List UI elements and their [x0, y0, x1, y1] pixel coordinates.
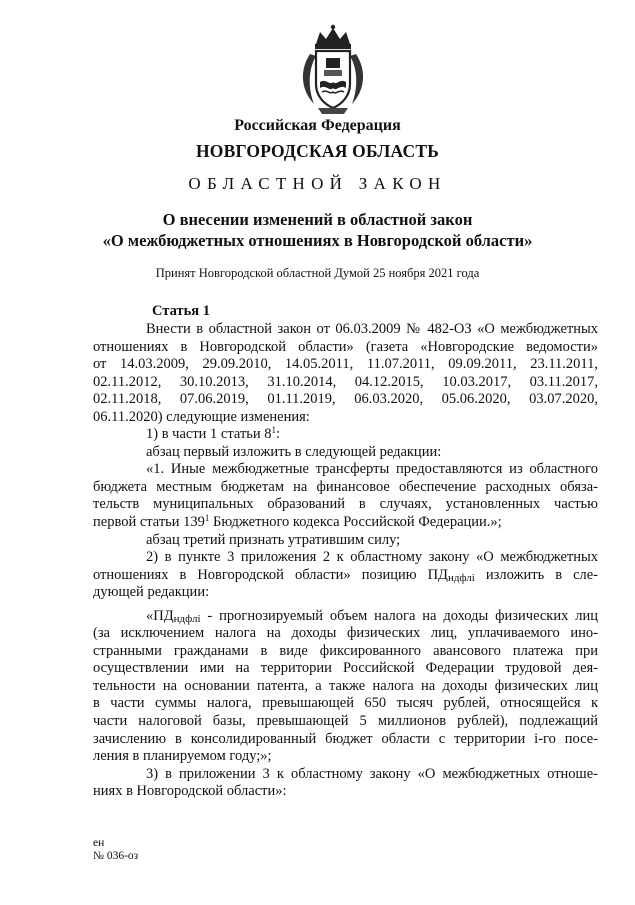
- text-fragment: 1) в части 1 статьи 8: [146, 426, 272, 443]
- text-fragment: :: [276, 426, 281, 443]
- text-line: ниях в Новгородской области»:: [93, 783, 287, 800]
- text-fragment: первой статьи 139: [93, 514, 205, 531]
- text-line: 3) в приложении 3 к областному закону «О межбюджетных отноше-: [146, 765, 598, 782]
- text-fragment: - прогнозируемый объем налога на доходы физических лиц: [200, 607, 598, 624]
- text-line: 02.11.2012, 30.10.2013, 31.10.2014, 04.12.2015, 10.03.2017, 03.11.2017,: [93, 373, 598, 390]
- adoption-note: Принят Новгородской областной Думой 25 ноября 2021 года: [155, 266, 480, 280]
- text-line: осуществлении ими на территории Российской Федерации трудовой дея-: [93, 660, 598, 677]
- text-fragment: отношениях в Новгородской области» позицию ПД: [93, 566, 448, 583]
- footer-document-number: № 036-оз: [93, 850, 139, 862]
- text-line: [93, 567, 598, 585]
- text-line: 02.11.2018, 07.06.2019, 01.11.2019, 06.03.2020, 05.06.2020, 03.07.2020,: [93, 391, 598, 408]
- text-line: ления в планируемом году;»;: [93, 748, 272, 765]
- law-title-line-2: «О межбюджетных отношениях в Новгородской области»: [102, 231, 533, 250]
- text-line: (за исключением налога на доходы физических лиц, уплачиваемого ино-: [93, 625, 598, 642]
- document-type: ОБЛАСТНОЙ ЗАКОН: [188, 174, 447, 193]
- footer-reference: [93, 837, 138, 863]
- law-title-line-1: О внесении изменений в областной закон: [162, 210, 473, 229]
- subscript: ндфлi: [447, 571, 475, 584]
- text-line: 06.11.2020) следующие изменения:: [93, 408, 310, 425]
- text-line: бюджета местным бюджетам на финансовое обеспечение расходных обяза-: [93, 478, 598, 495]
- region-name: НОВГОРОДСКАЯ ОБЛАСТЬ: [196, 141, 439, 161]
- footer-initials: ен: [93, 837, 105, 849]
- superscript: 1: [271, 425, 277, 436]
- text-line: в части суммы налога, превышающей 650 тысяч рублей, относящейся к: [93, 695, 598, 712]
- coat-of-arms-emblem: [296, 24, 370, 116]
- text-line: тельств муниципальных образований в случаях, установленных частью: [93, 496, 598, 513]
- text-line: зачислению в консолидированный бюджет области с территории i-го посе-: [93, 730, 598, 747]
- text-line: дующей редакции:: [93, 584, 210, 601]
- text-line: абзац первый изложить в следующей редакции:: [146, 443, 442, 460]
- text-fragment: изложить в сле-: [474, 566, 599, 583]
- text-line: [93, 514, 598, 532]
- article-body: [93, 321, 598, 801]
- text-line: Внести в областной закон от 06.03.2009 № 482-ОЗ «О межбюджетных: [146, 321, 598, 337]
- text-line: странными гражданами в виде фиксированного авансового платежа при: [93, 642, 598, 659]
- federation-name: Российская Федерация: [234, 117, 401, 134]
- text-line: 2) в пункте 3 приложения 2 к областному закону «О межбюджетных: [146, 549, 598, 566]
- text-fragment: Бюджетного кодекса Российской Федерации.»;: [209, 514, 502, 531]
- text-line: части налоговой базы, превышающей 5 миллионов рублей), подлежащий: [93, 713, 598, 730]
- text-line: «1. Иные межбюджетные трансферты предоставляются из областного: [146, 461, 598, 478]
- text-line: тельности на основании патента, а также налога на доходы физических лиц: [93, 677, 598, 694]
- text-line: [93, 426, 598, 444]
- subscript: ндфлi: [173, 612, 201, 625]
- text-line: от 14.03.2009, 29.09.2010, 14.05.2011, 11.07.2011, 09.09.2011, 23.11.2011,: [93, 356, 598, 373]
- text-line: абзац третий признать утратившим силу;: [146, 531, 401, 548]
- article-heading: Статья 1: [152, 303, 210, 319]
- superscript: 1: [204, 513, 210, 524]
- text-line: отношениях в Новгородской области» (газета «Новгородские ведомости»: [93, 338, 598, 355]
- text-fragment: «ПД: [146, 607, 174, 624]
- text-line: [93, 608, 598, 626]
